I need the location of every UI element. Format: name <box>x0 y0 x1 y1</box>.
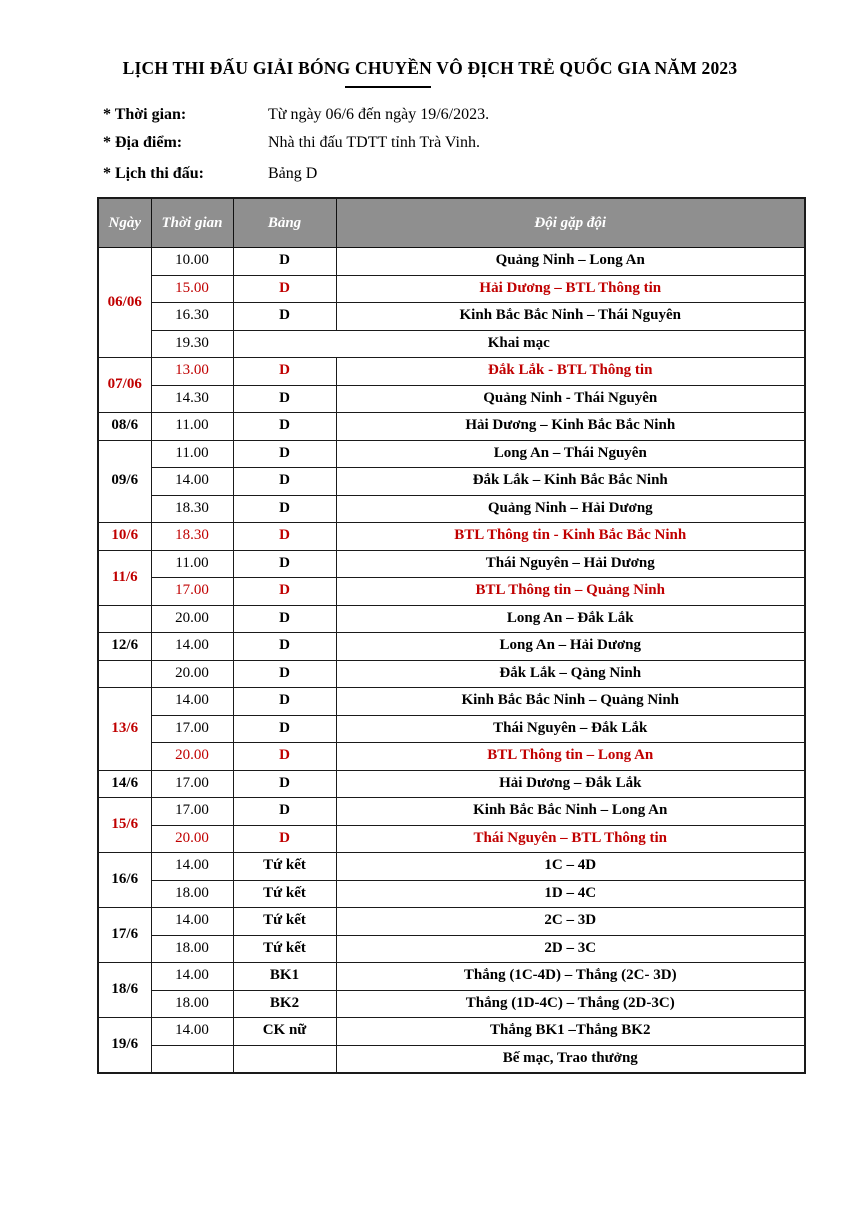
time-cell: 14.00 <box>151 908 233 936</box>
table-row <box>98 523 805 551</box>
match-cell: Kinh Bắc Bắc Ninh – Quảng Ninh <box>336 688 805 716</box>
group-cell: D <box>233 303 336 331</box>
table-row <box>98 605 805 633</box>
time-cell: 14.00 <box>151 468 233 496</box>
date-cell: 11/6 <box>98 550 151 605</box>
table-row <box>98 935 805 963</box>
time-cell: 18.00 <box>151 990 233 1018</box>
match-cell: Quảng Ninh – Long An <box>336 248 805 276</box>
time-cell: 18.30 <box>151 495 233 523</box>
table-row <box>98 275 805 303</box>
table-row <box>98 578 805 606</box>
table-row <box>98 825 805 853</box>
group-cell: D <box>233 770 336 798</box>
match-cell: Thái Nguyên – Đắk Lắk <box>336 715 805 743</box>
time-cell: 17.00 <box>151 798 233 826</box>
table-row <box>98 1045 805 1073</box>
time-cell: 14.30 <box>151 385 233 413</box>
group-cell: D <box>233 743 336 771</box>
time-cell: 14.00 <box>151 1018 233 1046</box>
match-cell: 1C – 4D <box>336 853 805 881</box>
time-cell: 14.00 <box>151 633 233 661</box>
merged-cell: Khai mạc <box>233 330 805 358</box>
match-cell: Quảng Ninh - Thái Nguyên <box>336 385 805 413</box>
time-cell: 11.00 <box>151 550 233 578</box>
table-row <box>98 660 805 688</box>
col-header-doi-gap-doi: Đội gặp đội <box>336 198 805 248</box>
group-cell: D <box>233 248 336 276</box>
col-header-ngay: Ngày <box>98 198 151 248</box>
col-header-bang: Bảng <box>233 198 336 248</box>
match-cell: 2D – 3C <box>336 935 805 963</box>
match-cell: Đắk Lắk – Kinh Bắc Bắc Ninh <box>336 468 805 496</box>
time-cell: 17.00 <box>151 715 233 743</box>
date-cell: 12/6 <box>98 633 151 661</box>
match-cell: Đắk Lắk – Qảng Ninh <box>336 660 805 688</box>
table-row <box>98 990 805 1018</box>
match-cell: 2C – 3D <box>336 908 805 936</box>
time-cell: 20.00 <box>151 660 233 688</box>
time-cell: 14.00 <box>151 853 233 881</box>
match-cell: Thái Nguyên – Hải Dương <box>336 550 805 578</box>
time-cell: 11.00 <box>151 440 233 468</box>
time-cell: 16.30 <box>151 303 233 331</box>
page-title: LỊCH THI ĐẤU GIẢI BÓNG CHUYỀN VÔ ĐỊCH TRẺ QUỐC GIA NĂM 2023 <box>122 58 738 78</box>
group-cell: Tứ kết <box>233 880 336 908</box>
match-cell: Thắng BK1 –Thắng BK2 <box>336 1018 805 1046</box>
date-cell: 19/6 <box>98 1018 151 1074</box>
table-row <box>98 358 805 386</box>
time-cell: 18.00 <box>151 880 233 908</box>
info-label: * Lịch thi đấu: <box>103 165 204 182</box>
time-cell: 18.00 <box>151 935 233 963</box>
date-cell: 16/6 <box>98 853 151 908</box>
date-cell: 15/6 <box>98 798 151 853</box>
group-cell: D <box>233 413 336 441</box>
group-cell: Tứ kết <box>233 853 336 881</box>
group-cell: D <box>233 440 336 468</box>
match-cell: Hải Dương – Kinh Bắc Bắc Ninh <box>336 413 805 441</box>
group-cell: D <box>233 688 336 716</box>
title-underline <box>345 86 431 88</box>
info-value: Từ ngày 06/6 đến ngày 19/6/2023. <box>268 106 490 123</box>
group-cell: D <box>233 468 336 496</box>
group-cell: BK1 <box>233 963 336 991</box>
group-cell: D <box>233 715 336 743</box>
match-cell: Thắng (1C-4D) – Thắng (2C- 3D) <box>336 963 805 991</box>
match-cell: 1D – 4C <box>336 880 805 908</box>
group-cell: BK2 <box>233 990 336 1018</box>
info-label: * Địa điểm: <box>103 134 183 151</box>
table-row <box>98 495 805 523</box>
time-cell: 14.00 <box>151 688 233 716</box>
header-row <box>98 198 805 248</box>
table-row <box>98 688 805 716</box>
group-cell: D <box>233 578 336 606</box>
info-value: Bảng D <box>268 165 318 182</box>
date-cell: 07/06 <box>98 358 151 413</box>
info-line-dia-diem <box>103 133 860 152</box>
date-cell: 08/6 <box>98 413 151 441</box>
group-cell <box>233 1045 336 1073</box>
schedule-table <box>97 197 806 1074</box>
table-row <box>98 440 805 468</box>
match-cell: BTL Thông tin - Kinh Bắc Bắc Ninh <box>336 523 805 551</box>
table-row <box>98 413 805 441</box>
time-cell: 14.00 <box>151 963 233 991</box>
date-cell: 09/6 <box>98 440 151 523</box>
table-row <box>98 468 805 496</box>
match-cell: Kinh Bắc Bắc Ninh – Long An <box>336 798 805 826</box>
group-cell: D <box>233 523 336 551</box>
table-row <box>98 550 805 578</box>
table-row <box>98 798 805 826</box>
date-cell: 10/6 <box>98 523 151 551</box>
time-cell: 17.00 <box>151 770 233 798</box>
date-cell <box>98 660 151 688</box>
match-cell: Đắk Lắk - BTL Thông tin <box>336 358 805 386</box>
group-cell: D <box>233 385 336 413</box>
col-header-thoi-gian: Thời gian <box>151 198 233 248</box>
time-cell: 15.00 <box>151 275 233 303</box>
table-row <box>98 908 805 936</box>
group-cell: Tứ kết <box>233 935 336 963</box>
match-cell: BTL Thông tin – Quảng Ninh <box>336 578 805 606</box>
group-cell: D <box>233 798 336 826</box>
time-cell: 19.30 <box>151 330 233 358</box>
time-cell <box>151 1045 233 1073</box>
table-row <box>98 880 805 908</box>
match-cell: BTL Thông tin – Long An <box>336 743 805 771</box>
table-row <box>98 715 805 743</box>
time-cell: 17.00 <box>151 578 233 606</box>
match-cell: Hải Dương – BTL Thông tin <box>336 275 805 303</box>
table-row <box>98 248 805 276</box>
date-cell: 06/06 <box>98 248 151 358</box>
table-row <box>98 1018 805 1046</box>
group-cell: CK nữ <box>233 1018 336 1046</box>
table-row <box>98 743 805 771</box>
group-cell: D <box>233 825 336 853</box>
table-row <box>98 770 805 798</box>
info-section <box>103 105 860 183</box>
date-cell: 17/6 <box>98 908 151 963</box>
match-cell: Kinh Bắc Bắc Ninh – Thái Nguyên <box>336 303 805 331</box>
match-cell: Hải Dương – Đắk Lắk <box>336 770 805 798</box>
group-cell: D <box>233 633 336 661</box>
schedule-body <box>98 248 805 1074</box>
group-cell: D <box>233 275 336 303</box>
table-row <box>98 853 805 881</box>
info-line-lich-thi-dau <box>103 164 860 183</box>
date-cell: 13/6 <box>98 688 151 771</box>
group-cell: D <box>233 550 336 578</box>
group-cell: D <box>233 358 336 386</box>
match-cell: Long An – Đắk Lắk <box>336 605 805 633</box>
group-cell: D <box>233 660 336 688</box>
table-row <box>98 303 805 331</box>
info-line-thoi-gian <box>103 105 860 124</box>
group-cell: Tứ kết <box>233 908 336 936</box>
group-cell: D <box>233 605 336 633</box>
time-cell: 13.00 <box>151 358 233 386</box>
match-cell: Quảng Ninh – Hải Dương <box>336 495 805 523</box>
match-cell: Long An – Thái Nguyên <box>336 440 805 468</box>
date-cell: 18/6 <box>98 963 151 1018</box>
time-cell: 11.00 <box>151 413 233 441</box>
info-label: * Thời gian: <box>103 106 187 123</box>
match-cell: Long An – Hải Dương <box>336 633 805 661</box>
date-cell: 14/6 <box>98 770 151 798</box>
info-value: Nhà thi đấu TDTT tỉnh Trà Vinh. <box>268 134 480 151</box>
time-cell: 10.00 <box>151 248 233 276</box>
match-cell: Bế mạc, Trao thưởng <box>336 1045 805 1073</box>
group-cell: D <box>233 495 336 523</box>
match-cell: Thắng (1D-4C) – Thắng (2D-3C) <box>336 990 805 1018</box>
table-row <box>98 330 805 358</box>
time-cell: 20.00 <box>151 825 233 853</box>
time-cell: 20.00 <box>151 743 233 771</box>
time-cell: 20.00 <box>151 605 233 633</box>
table-row <box>98 963 805 991</box>
table-row <box>98 385 805 413</box>
date-cell <box>98 605 151 633</box>
match-cell: Thái Nguyên – BTL Thông tin <box>336 825 805 853</box>
time-cell: 18.30 <box>151 523 233 551</box>
table-row <box>98 633 805 661</box>
